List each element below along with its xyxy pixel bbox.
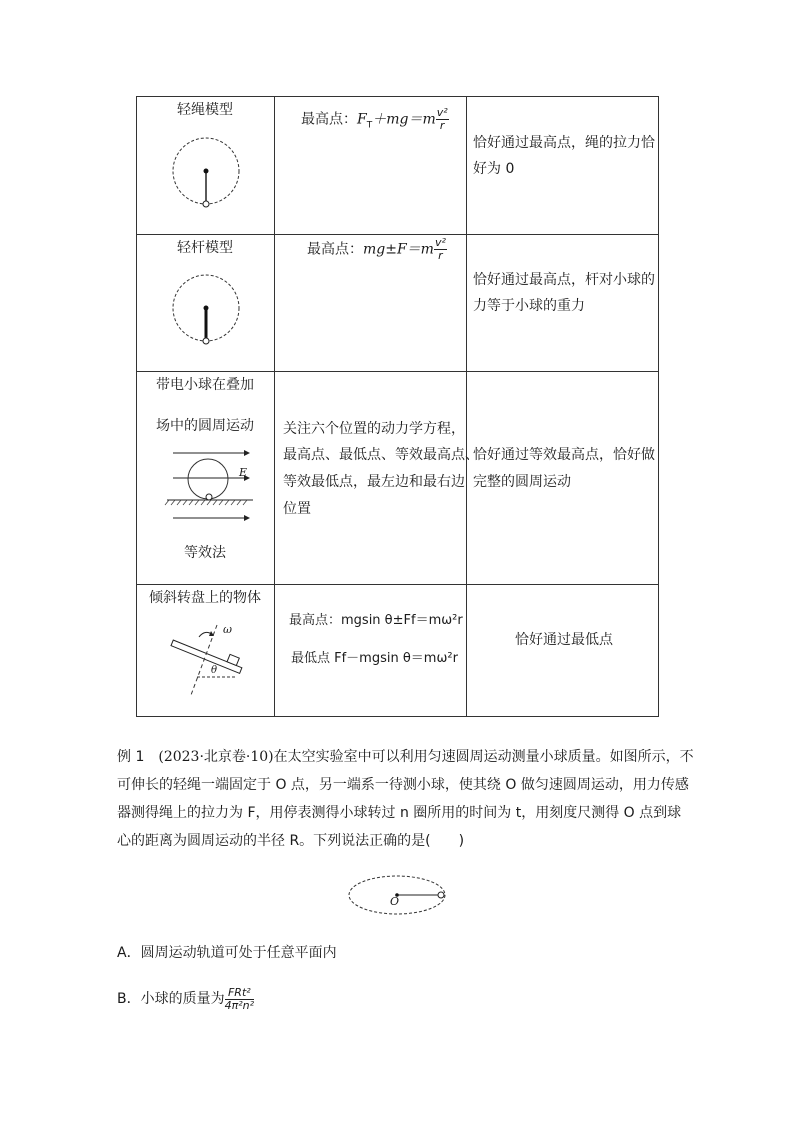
example-text: 在太空实验室中可以利用匀速圆周运动测量小球质量。如图所示，不 xyxy=(273,749,694,765)
desc-line: 位置 xyxy=(283,501,311,517)
option-b-prefix: B．小球的质量为 xyxy=(117,991,225,1007)
example-line xyxy=(117,744,694,770)
formula-label: 最高点： xyxy=(301,111,357,128)
option-b-fraction xyxy=(225,987,254,1012)
model-cell xyxy=(137,235,275,372)
formula xyxy=(307,237,447,262)
option-b xyxy=(117,986,254,1012)
table-row xyxy=(137,372,659,585)
condition-cell xyxy=(467,235,659,372)
light-rod-diagram xyxy=(137,235,275,371)
model-name-line: 场中的圆周运动 xyxy=(156,418,254,434)
circular-motion-models-table xyxy=(136,96,659,717)
example-source: (2023·北京卷·10) xyxy=(158,749,274,765)
model-cell xyxy=(137,372,275,585)
theta-label: θ xyxy=(211,665,218,676)
model-cell xyxy=(137,585,275,717)
desc-cell xyxy=(275,372,479,585)
field-label: E xyxy=(239,466,248,479)
frac-den: 4π²n² xyxy=(224,998,255,1012)
formula-line: 最低点 Ff－mgsin θ＝mω²r xyxy=(291,651,458,666)
condition-line: 恰好通过最高点，绳的拉力恰 xyxy=(473,135,655,151)
frac-den: r xyxy=(439,119,445,132)
fraction xyxy=(434,237,447,262)
fraction xyxy=(436,107,449,132)
condition-cell xyxy=(467,585,659,717)
formula-mid: mg±F＝m xyxy=(363,241,434,258)
model-cell xyxy=(137,97,275,235)
table-row xyxy=(137,235,659,372)
condition-line: 力等于小球的重力 xyxy=(473,298,585,314)
option-a: A．圆周运动轨道可处于任意平面内 xyxy=(117,945,337,961)
example-text: 心的距离为圆周运动的半径 R。下列说法正确的是( ) xyxy=(117,833,465,849)
example-label: 例 1 xyxy=(117,749,145,765)
condition-line: 恰好通过最低点 xyxy=(515,632,613,648)
frac-num: v² xyxy=(434,236,446,249)
example-text: 可伸长的轻绳一端固定于 O 点，另一端系一待测小球，使其绕 O 做匀速圆周运动，用力传感 xyxy=(117,777,689,793)
formula-cell xyxy=(275,235,467,372)
condition-line: 完整的圆周运动 xyxy=(473,474,571,490)
example-text: 器测得绳上的拉力为 F，用停表测得小球转过 n 圈所用的时间为 t，用刻度尺测得 O 点到球 xyxy=(117,805,682,821)
condition-line: 恰好通过等效最高点，恰好做 xyxy=(473,447,655,463)
formula-cell xyxy=(275,585,467,717)
formula xyxy=(301,107,449,132)
inclined-disk-diagram xyxy=(137,585,275,716)
model-name: 轻绳模型 xyxy=(177,102,233,118)
formula-label: 最高点： xyxy=(307,241,363,258)
desc-line: 等效最低点，最左边和最右边 xyxy=(283,474,465,490)
light-rope-diagram xyxy=(137,97,275,234)
formula-lhs: F xyxy=(357,111,367,128)
orbit-figure xyxy=(340,870,460,920)
model-name: 倾斜转盘上的物体 xyxy=(149,590,261,606)
condition-cell xyxy=(467,97,659,235)
condition-line: 好为 0 xyxy=(473,161,515,177)
omega-label: ω xyxy=(223,623,232,636)
condition-line: 恰好通过最高点，杆对小球的 xyxy=(473,272,655,288)
frac-den: r xyxy=(438,249,443,262)
table-row xyxy=(137,585,659,717)
formula-cell xyxy=(275,97,467,235)
point-o-label: O xyxy=(390,895,400,908)
model-name-line: 带电小球在叠加 xyxy=(156,377,254,393)
desc-line: 最高点、最低点、等效最高点、 xyxy=(283,447,479,463)
frac-num: FRt² xyxy=(225,987,254,1000)
condition-cell xyxy=(467,372,659,585)
formula-line: 最高点：mgsin θ±Ff＝mω²r xyxy=(289,613,463,628)
frac-num: v² xyxy=(436,106,448,119)
method-label: 等效法 xyxy=(184,545,226,561)
formula-mid: ＋mg＝m xyxy=(372,111,436,128)
desc-line: 关注六个位置的动力学方程， xyxy=(283,421,465,437)
table-row xyxy=(137,97,659,235)
model-name: 轻杆模型 xyxy=(177,240,233,256)
formula-sub: T xyxy=(366,120,373,131)
